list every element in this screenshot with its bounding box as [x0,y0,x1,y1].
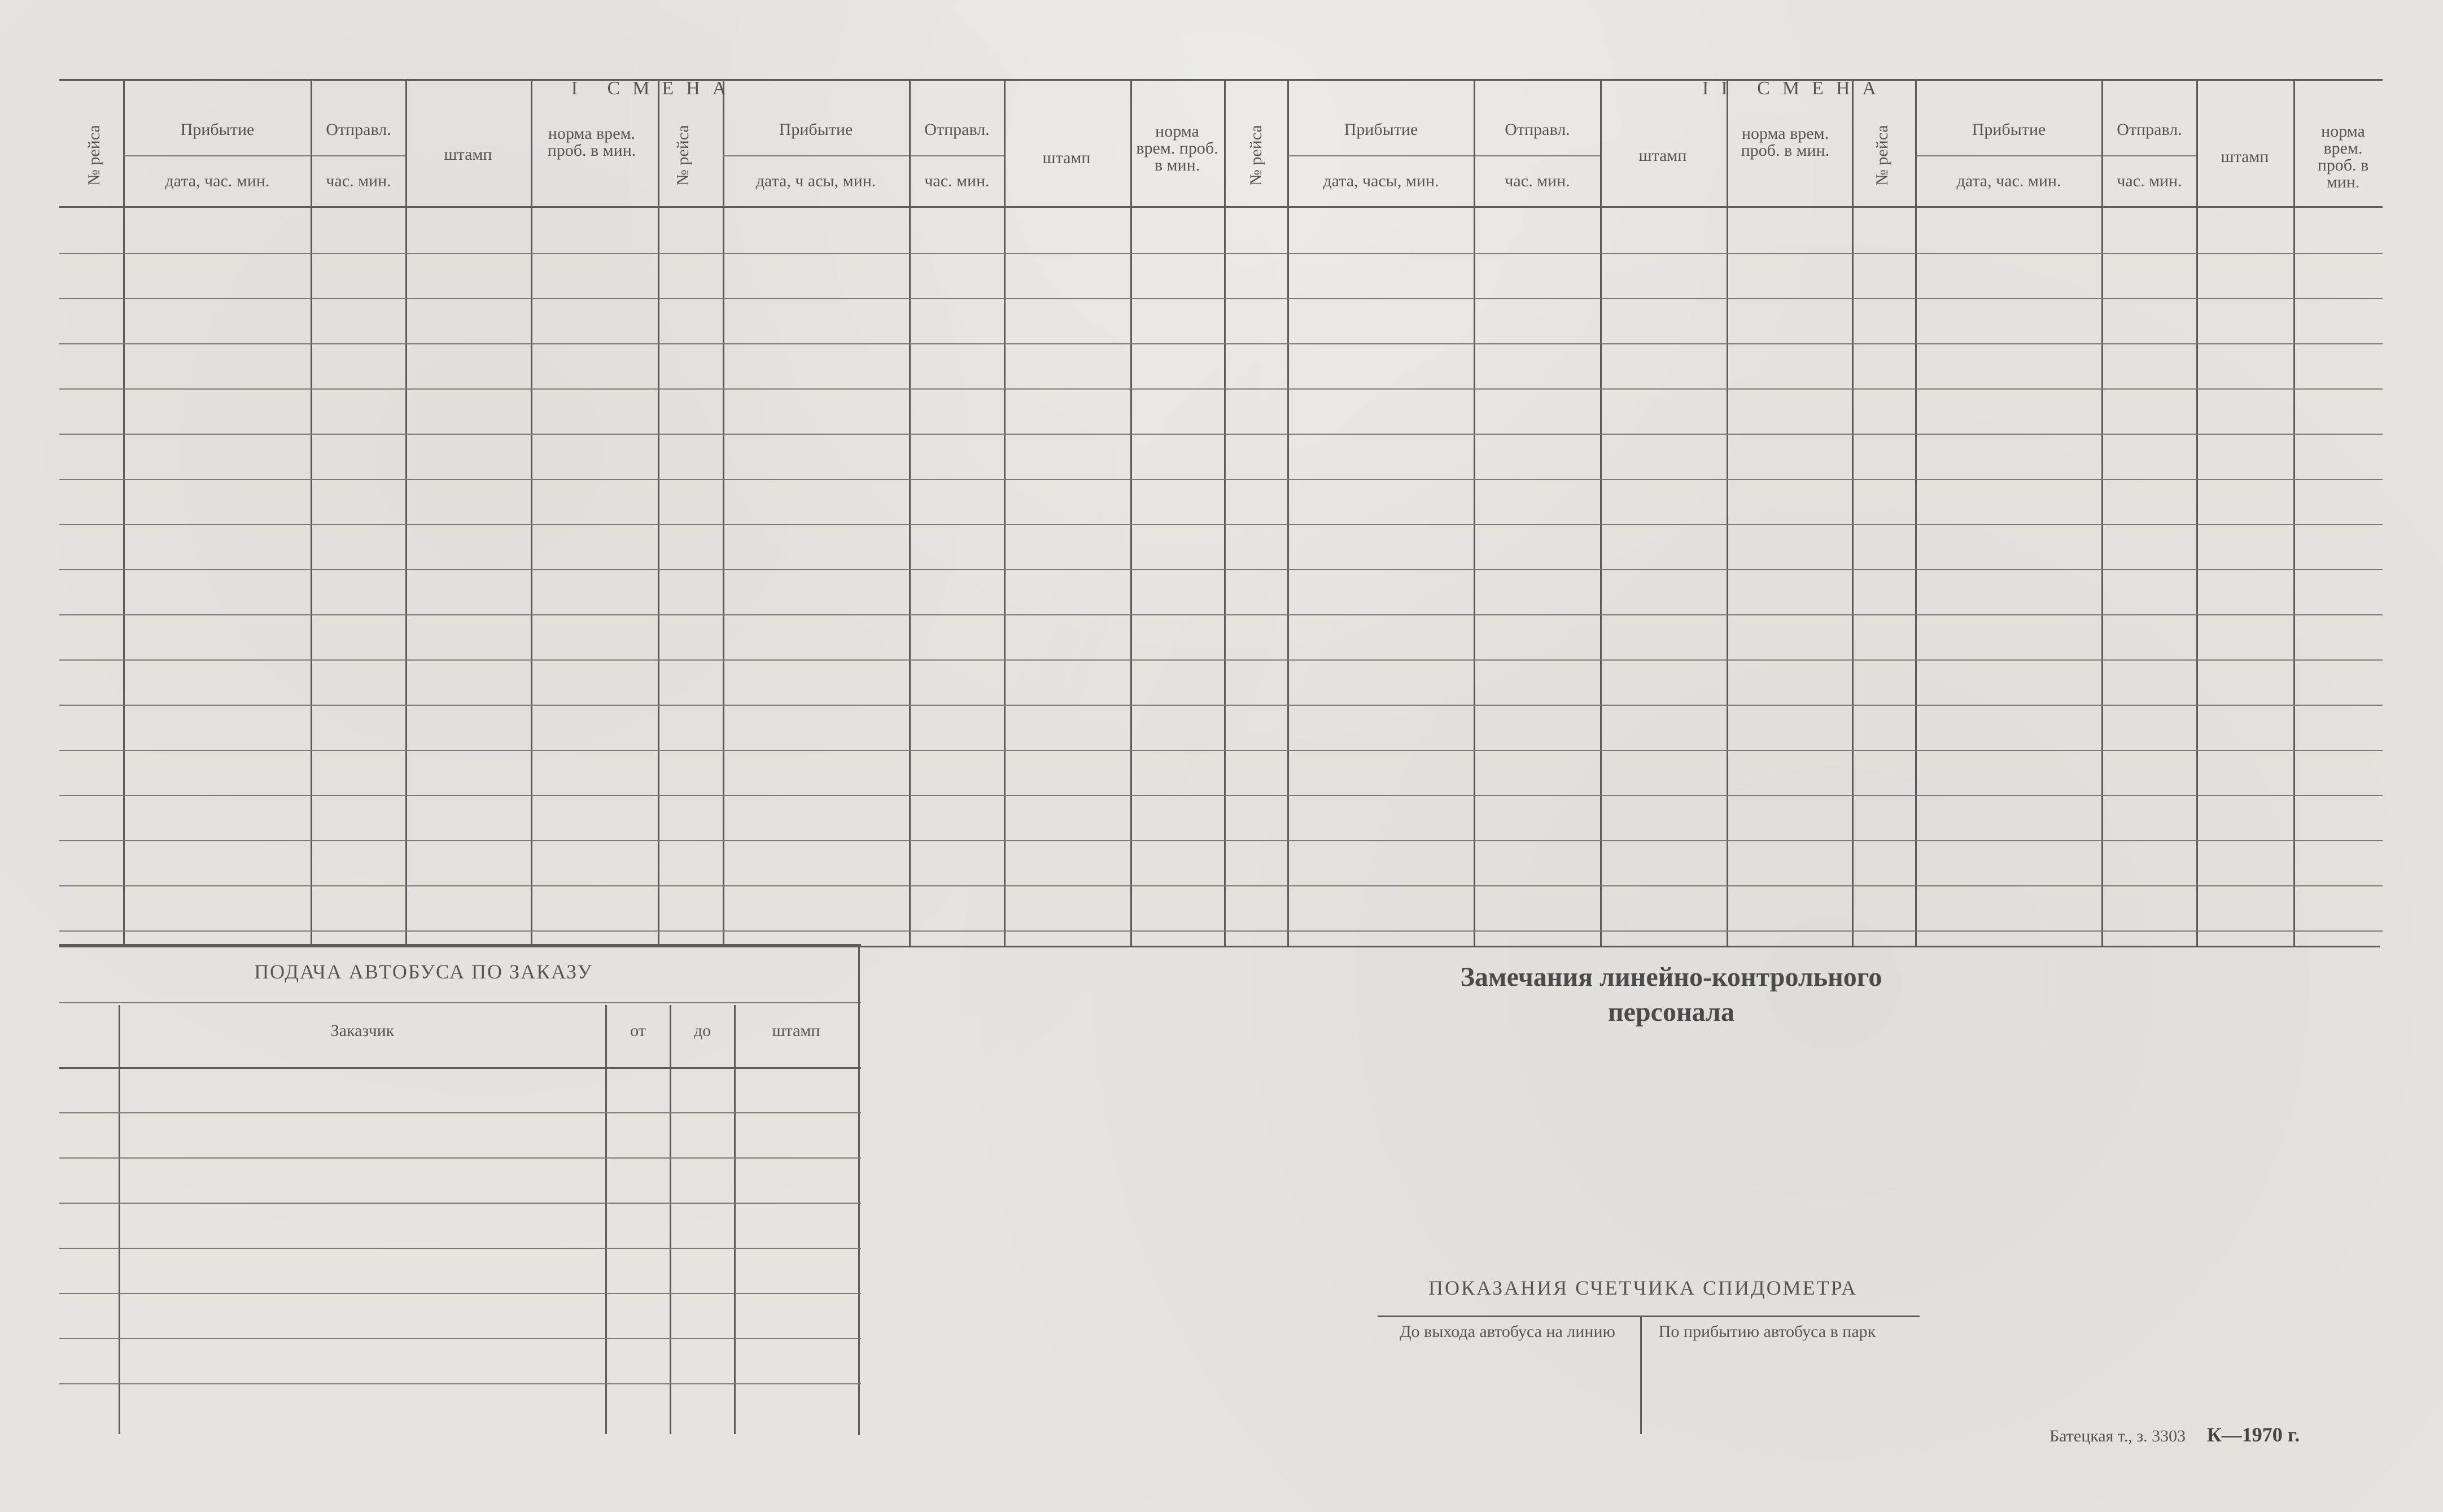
column-rule-1 [311,79,312,946]
header-sub-rule-0 [123,155,311,156]
order-customer-header: Заказчик [330,1021,395,1040]
column-rule-6 [909,79,911,946]
table-row-rule-11 [59,750,2383,751]
shift1-arrival-b-sub: дата, ч асы, мин. [755,172,876,190]
shift2-norm-b-header: норма врем. проб. в мин. [2317,122,2369,191]
shift1-trip-b-header: № рейса [674,125,692,186]
shift1-arrival-b-header: Прибытие [779,120,853,139]
printer-imprint [2049,1423,2300,1447]
header-sub-rule-1 [312,155,405,156]
shift-divider [1224,79,1226,946]
order-row-rule-1 [59,1157,861,1159]
speedometer-after: По прибытию автобуса в парк [1658,1322,1876,1341]
table-row-rule-2 [59,343,2383,344]
table-row-rule-15 [59,930,2383,932]
shift1-title: I СМЕНА [571,78,739,99]
order-top-rule [59,944,861,946]
table-row-rule-5 [59,479,2383,480]
order-row-rule-0 [59,1112,861,1113]
shift1-trip-header: № рейса [85,125,103,186]
shift1-depart-header: Отправл. [326,120,391,139]
shift2-depart-sub: час. мин. [1505,172,1570,190]
table-row-rule-1 [59,298,2383,299]
shift1-depart-sub: час. мин. [326,172,391,190]
header-sub-rule-3 [910,155,1004,156]
shift1-stamp-b-header: штамп [1042,148,1091,167]
column-rule-7 [1004,79,1006,946]
column-rule-18 [2293,79,2295,946]
order-to-header: до [693,1021,711,1040]
shift1-norm-b-header: норма врем. проб. в мин. [1136,122,1218,174]
column-rule-10 [1287,79,1289,946]
header-sub-rule-7 [2103,155,2196,156]
column-rule-2 [405,79,407,946]
speedometer-rule [1378,1316,1920,1317]
form-code: К—1970 г. [2206,1423,2300,1446]
header-sub-rule-5 [1475,155,1600,156]
shift2-depart-b-sub: час. мин. [2117,172,2182,190]
table-row-rule-0 [59,253,2383,254]
shift1-arrival-sub: дата, час. мин. [165,172,270,190]
shift2-depart-b-header: Отправл. [2117,120,2182,139]
order-col-rule-2 [670,1005,671,1434]
shift2-stamp-b-header: штамп [2221,147,2269,166]
shift2-arrival-sub: дата, часы, мин. [1323,172,1439,190]
order-header-top [59,1002,861,1003]
column-rule-12 [1600,79,1602,946]
order-col-rule-0 [119,1005,120,1434]
column-rule-16 [2101,79,2103,946]
speedometer-divider [1640,1316,1642,1434]
table-row-rule-6 [59,524,2383,525]
header-sub-rule-4 [1288,155,1474,156]
shift2-stamp-header: штамп [1638,146,1687,165]
shift1-depart-b-header: Отправл. [924,120,990,139]
table-row-rule-8 [59,614,2383,615]
column-rule-0 [123,79,125,946]
column-rule-5 [723,79,724,946]
order-col-rule-1 [605,1005,607,1434]
table-row-rule-12 [59,795,2383,796]
table-row-rule-9 [59,659,2383,661]
column-rule-15 [1915,79,1917,946]
table-row-rule-13 [59,840,2383,841]
shift1-norm-header: норма врем. проб. в мин. [547,124,636,160]
column-rule-11 [1474,79,1475,946]
remarks-title: Замечания линейно-контрольного персонала [1460,962,1882,1028]
printer-name: Батецкая т., з. 3303 [2049,1427,2186,1445]
order-row-rule-5 [59,1338,861,1339]
shift2-depart-header: Отправл. [1505,120,1570,139]
order-from-header: от [630,1021,646,1040]
speedometer-before: До выхода автобуса на линию [1400,1322,1615,1341]
order-col-rule-3 [734,1005,736,1434]
shift1-arrival-header: Прибытие [180,120,255,139]
table-row-rule-3 [59,388,2383,390]
shift2-trip-b-header: № рейса [1873,125,1891,186]
table-bottom-rule [59,946,2380,947]
header-sub-rule-6 [1916,155,2101,156]
order-title: ПОДАЧА АВТОБУСА ПО ЗАКАЗУ [254,960,593,983]
order-row-rule-4 [59,1293,861,1294]
shift2-arrival-header: Прибытие [1344,120,1418,139]
column-rule-17 [2196,79,2198,946]
table-top-rule [59,79,2383,81]
column-rule-14 [1852,79,1854,946]
table-row-rule-7 [59,569,2383,570]
header-sub-rule-2 [723,155,909,156]
order-stamp-header: штамп [772,1021,820,1040]
order-row-rule-2 [59,1203,861,1204]
column-rule-13 [1727,79,1728,946]
shift2-arrival-b-sub: дата, час. мин. [1956,172,2061,190]
shift2-title: II СМЕНА [1702,78,1889,99]
column-rule-4 [658,79,659,946]
shift1-depart-b-sub: час. мин. [924,172,990,190]
order-row-rule-6 [59,1383,861,1384]
table-row-rule-14 [59,885,2383,886]
header-bottom-rule [59,206,2383,208]
shift2-arrival-b-header: Прибытие [1972,120,2046,139]
speedometer-title: ПОКАЗАНИЯ СЧЕТЧИКА СПИДОМЕТРА [1428,1277,1858,1299]
table-row-rule-4 [59,434,2383,435]
table-row-rule-10 [59,705,2383,706]
shift2-norm-header: норма врем. проб. в мин. [1741,124,1830,160]
order-header-bottom [59,1067,861,1069]
column-rule-8 [1130,79,1132,946]
shift1-stamp-header: штамп [444,145,492,164]
column-rule-3 [531,79,532,946]
order-right-border [858,944,860,1435]
shift2-trip-header: № рейса [1247,125,1265,186]
order-row-rule-3 [59,1248,861,1249]
